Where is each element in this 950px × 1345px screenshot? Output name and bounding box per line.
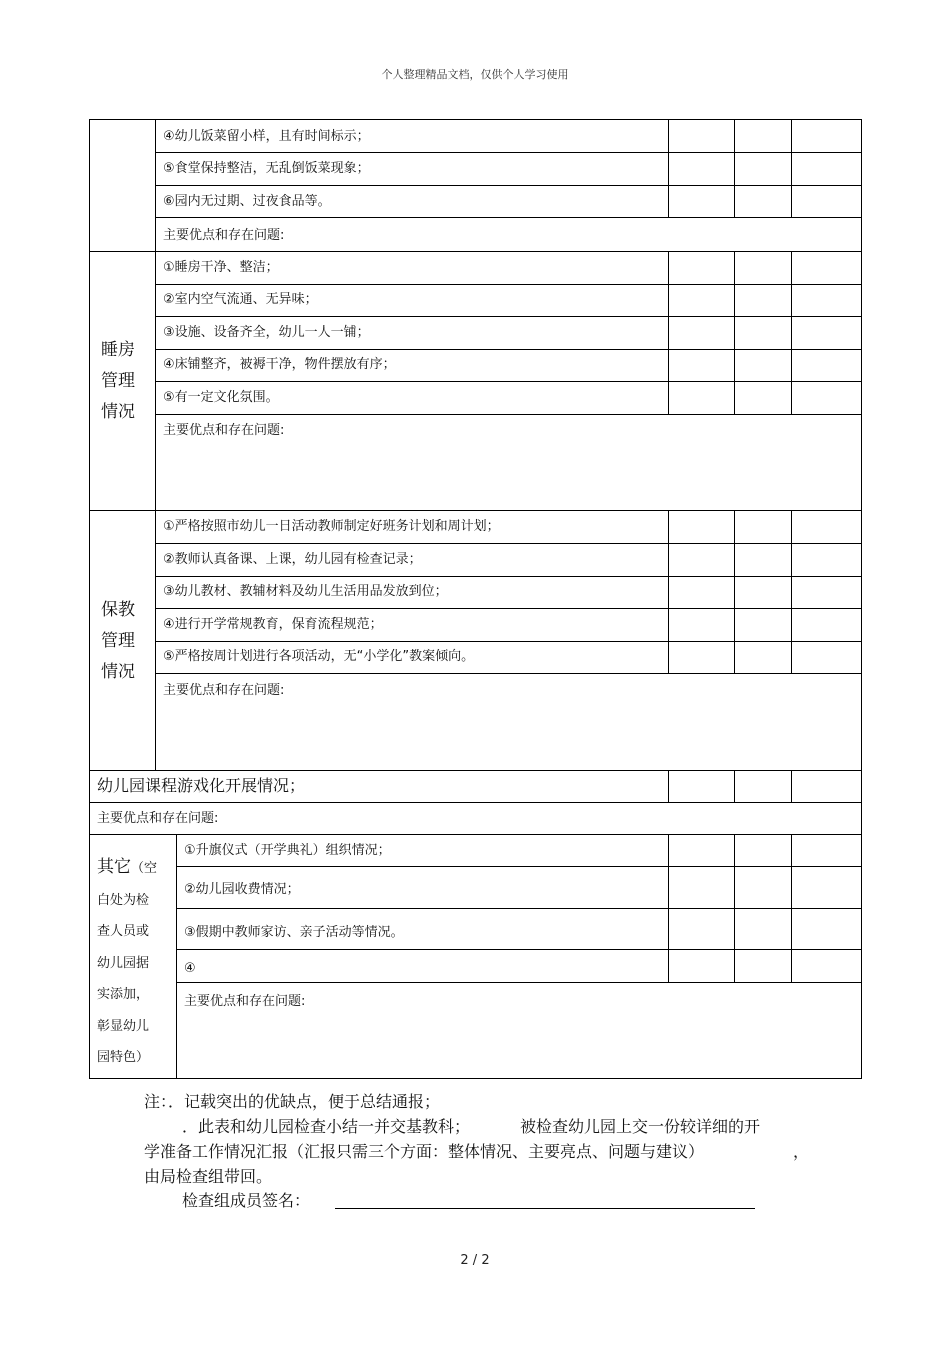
check-item: ④进行开学常规教育，保育流程规范； — [163, 617, 383, 632]
issues-label: 主要优点和存在问题: — [184, 994, 306, 1009]
check-item: ①升旗仪式（开学典礼）组织情况； — [184, 843, 391, 858]
check-item: ③假期中教师家访、亲子活动等情况。 — [184, 925, 404, 940]
check-item: ①严格按照市幼儿一日活动教师制定好班务计划和周计划； — [163, 519, 500, 534]
check-item: ③设施、设备齐全，幼儿一人一铺； — [163, 325, 370, 340]
check-item: ⑥园内无过期、过夜食品等。 — [163, 194, 331, 209]
category-divider-other — [176, 834, 177, 1079]
note-line-3-comma: ， — [793, 1142, 810, 1161]
page-number: 2 / 2 — [460, 1253, 490, 1268]
check-item: ②教师认真备课、上课，幼儿园有检查记录； — [163, 552, 422, 567]
check-item: ④ — [184, 961, 196, 976]
signature-label: 检查组成员签名： — [182, 1191, 311, 1210]
note-line-4: 由局检查组带回。 — [144, 1167, 273, 1186]
note-line-3: 学准备工作情况汇报（汇报只需三个方面：整体情况、主要亮点、问题与建议） — [144, 1142, 705, 1161]
game-section-title: 幼儿园课程游戏化开展情况； — [97, 776, 306, 795]
issues-label: 主要优点和存在问题: — [163, 423, 285, 438]
check-item: ③幼儿教材、教辅材料及幼儿生活用品发放到位； — [163, 584, 448, 599]
note-line-1: 注：．记载突出的优缺点，便于总结通报； — [144, 1092, 441, 1111]
note-line-2a: ．此表和幼儿园检查小结一并交基教科； — [182, 1117, 471, 1136]
issues-label: 主要优点和存在问题: — [163, 228, 285, 243]
category-care: 保教 管理 情况 — [101, 600, 135, 682]
check-item: ⑤有一定文化氛围。 — [163, 390, 279, 405]
check-item: ①睡房干净、整洁； — [163, 260, 279, 275]
signature-line — [335, 1208, 755, 1209]
check-item: ⑤严格按周计划进行各项活动，无“小学化”教案倾向。 — [163, 649, 475, 664]
check-item: ④床铺整齐，被褥干净，物件摆放有序； — [163, 357, 396, 372]
check-item: ②幼儿园收费情况； — [184, 882, 300, 897]
check-item: ⑤食堂保持整洁，无乱倒饭菜现象； — [163, 161, 370, 176]
check-item: ②室内空气流通、无异味； — [163, 292, 318, 307]
category-dorm: 睡房 管理 情况 — [101, 340, 135, 422]
page-header: 个人整理精品文档，仅供个人学习使用 — [381, 68, 569, 81]
note-line-2b: 被检查幼儿园上交一份较详细的开 — [520, 1117, 761, 1136]
check-item: ④幼儿饭菜留小样，且有时间标示； — [163, 129, 370, 144]
issues-label: 主要优点和存在问题: — [97, 811, 219, 826]
issues-label: 主要优点和存在问题: — [163, 683, 285, 698]
category-other: 其它（空 白处为检 查人员或 幼儿园据 实添加， 彰显幼儿 园特色） — [97, 857, 158, 1065]
